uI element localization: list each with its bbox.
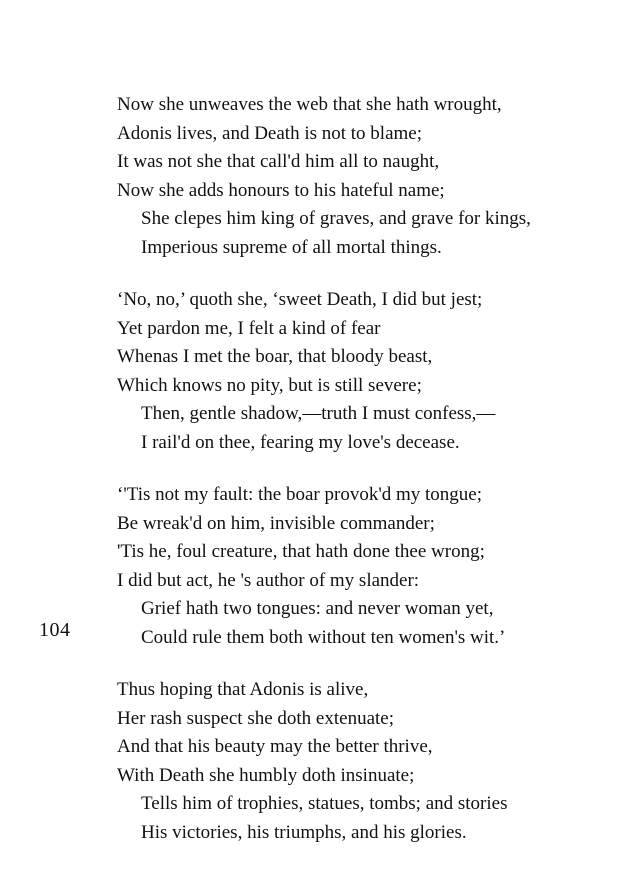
couplet-line: Tells him of trophies, statues, tombs; and stories xyxy=(141,793,508,814)
verse-line: Yet pardon me, I felt a kind of fear xyxy=(117,317,381,339)
verse-line: ‘'Tis not my fault: the boar provok'd my tongue; xyxy=(117,484,483,505)
verse-line: Whenas I met the boar, that bloody beast, xyxy=(117,346,433,367)
verse-line: Be wreak'd on him, invisible commander; xyxy=(117,512,435,534)
verse-line: I did but act, he 's author of my slander: xyxy=(117,569,420,591)
verse-line: And that his beauty may the better thrive, xyxy=(117,736,433,757)
couplet-line: Grief hath two tongues: and never woman yet, xyxy=(141,598,494,619)
verse-line: Which knows no pity, but is still severe; xyxy=(117,374,422,396)
couplet-line: I rail'd on thee, fearing my love's decease. xyxy=(141,431,460,453)
verse-line: Adonis lives, and Death is not to blame; xyxy=(117,122,423,144)
stanza-4 xyxy=(117,676,627,847)
page-number: 104 xyxy=(39,619,71,641)
couplet-line: She clepes him king of graves, and grave for kings, xyxy=(141,208,531,229)
couplet-line: Then, gentle shadow,—truth I must confess,— xyxy=(141,403,496,424)
verse-line: Now she adds honours to his hateful name; xyxy=(117,179,445,201)
verse-line: Thus hoping that Adonis is alive, xyxy=(117,679,369,700)
poem-body xyxy=(117,91,627,871)
verse-line: ‘No, no,’ quoth she, ‘sweet Death, I did but jest; xyxy=(117,289,483,310)
verse-line: It was not she that call'd him all to naught, xyxy=(117,151,440,172)
stanza-1 xyxy=(117,91,627,262)
couplet-line: Could rule them both without ten women's wit.’ xyxy=(141,626,506,648)
verse-line: Her rash suspect she doth extenuate; xyxy=(117,707,394,729)
stanza-2 xyxy=(117,286,627,457)
stanza-3 xyxy=(117,481,627,652)
couplet-line: Imperious supreme of all mortal things. xyxy=(141,236,442,258)
verse-line: With Death she humbly doth insinuate; xyxy=(117,764,415,786)
verse-line: 'Tis he, foul creature, that hath done thee wrong; xyxy=(117,541,485,562)
couplet-line: His victories, his triumphs, and his glories. xyxy=(141,821,467,843)
verse-line: Now she unweaves the web that she hath wrought, xyxy=(117,94,502,115)
